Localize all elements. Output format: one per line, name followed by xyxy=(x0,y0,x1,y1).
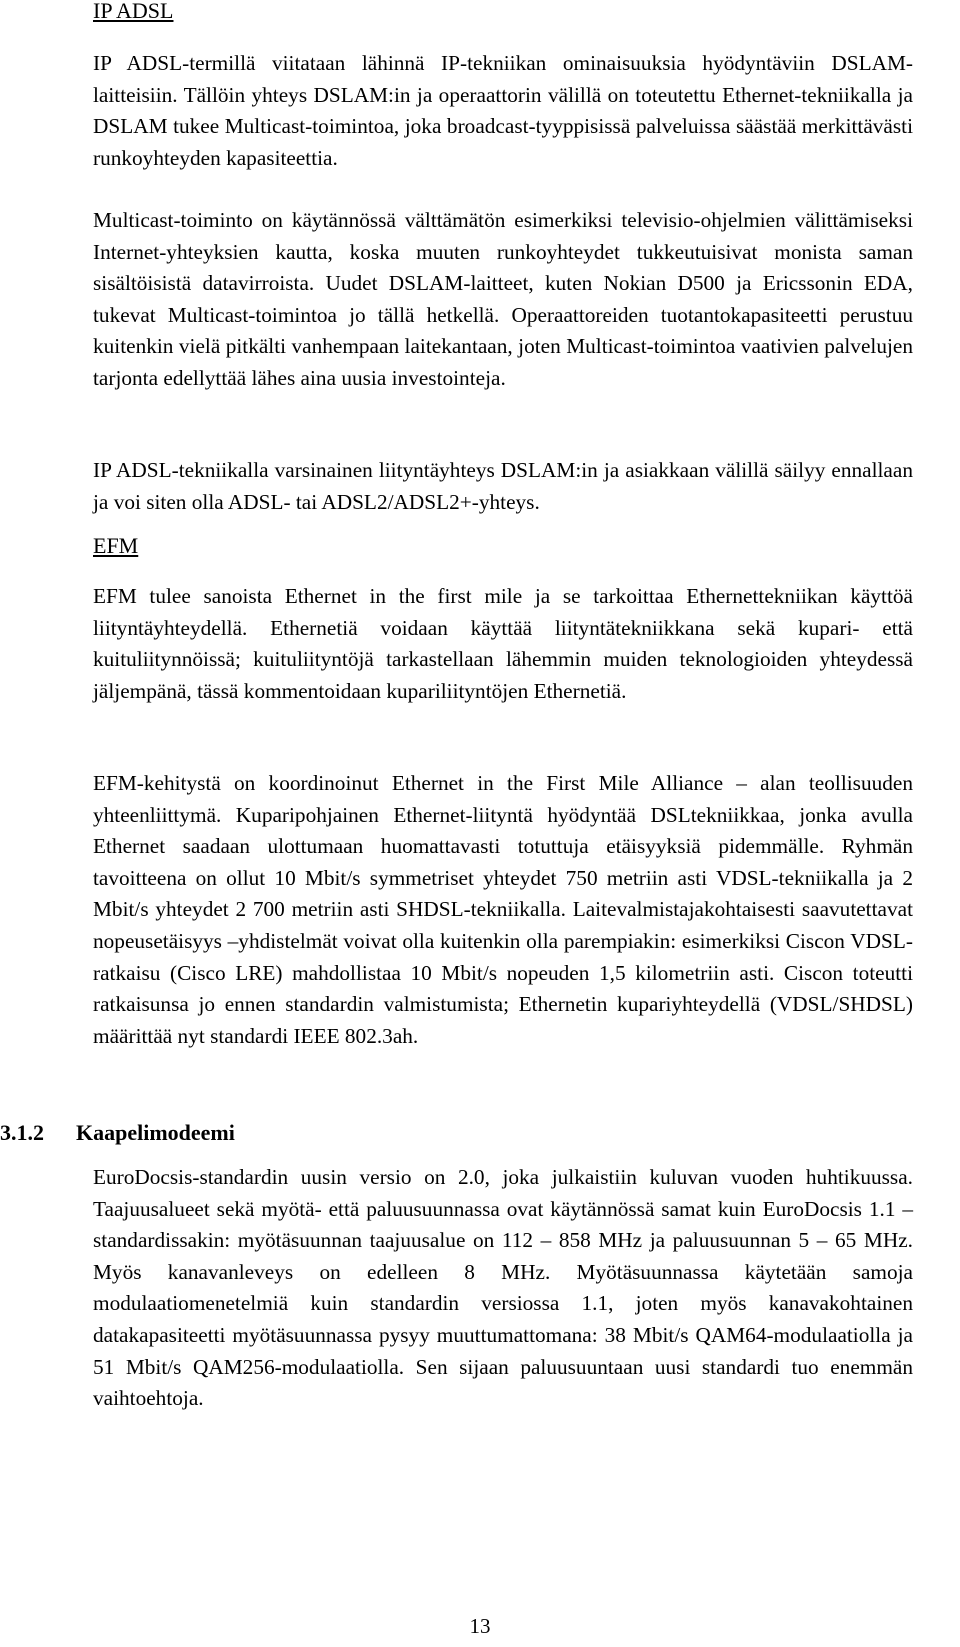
section-heading-efm: EFM xyxy=(93,533,139,558)
paragraph-efm-2: EFM-kehitystä on koordinoinut Ethernet in the First Mile Alliance – alan teollisuuden yhteenliittymä. Kuparipohjainen Ethernet-liityntä hyödyntää DSLtekniikkaa, jonka avulla Ethernet saadaan ulottumaan huomattavasti totuttuja etäisyyksiä pidemmälle. Ryhmän tavoitteena on ollut 10 Mbit/s symmetriset yhteydet 750 metriin asti VDSL-tekniikalla ja 2 Mbit/s yhteydet 2 700 metriin asti SHDSL-tekniikalla. Laitevalmistajakohtaisesti saavutettavat nopeusetäisyys –yhdistelmät voivat olla kuitenkin olla parempiakin: esimerkiksi Ciscon VDSL-ratkaisu (Cisco LRE) mahdollistaa 10 Mbit/s nopeuden 1,5 kilometriin asti. Ciscon toteutti ratkaisunsa jo ennen standardin valmistumista; Ethernetin kupariyhteydellä (VDSL/SHDSL) määrittää nyt standardi IEEE 802.3ah. xyxy=(93,771,913,1048)
paragraph-ip-adsl-1: IP ADSL-termillä viitataan lähinnä IP-tekniikan ominaisuuksia hyödyntäviin DSLAM-laitteisiin. Tällöin yhteys DSLAM:in ja operaattorin välillä on toteutettu Ethernet-tekniikalla ja DSLAM tukee Multicast-toimintoa, joka broadcast-tyyppisissä palveluissa säästää merkittävästi runkoyhteyden kapasiteettia. xyxy=(93,51,913,170)
paragraph-kaapelimodeemi-1: EuroDocsis-standardin uusin versio on 2.0, joka julkaistiin kuluvan vuoden huhtikuussa. Taajuusalueet sekä myötä- että paluusuunnassa ovat käytännössä samat kuin EuroDocsis 1.1 –standardissakin: myötäsuunnan taajuusalue on 112 – 858 MHz ja paluusuunnan 5 – 65 MHz. Myös kanavanleveys on edelleen 8 MHz. Myötäsuunnassa käytetään samoja modulaatiomenetelmiä kuin standardin versiossa 1.1, joten myös kanavakohtainen datakapasiteetti myötäsuunnassa pysyy muuttumattomana: 38 Mbit/s QAM64-modulaatiolla ja 51 Mbit/s QAM256-modulaatiolla. Sen sijaan paluusuuntaan uusi standardi tuo enemmän vaihtoehtoja. xyxy=(93,1165,913,1411)
paragraph-ip-adsl-2: Multicast-toiminto on käytännössä välttämätön esimerkiksi televisio-ohjelmien välittämiseksi Internet-yhteyksien kautta, koska muuten runkoyhteydet tukkeutuisivat monista saman sisältöisistä datavirroista. Uudet DSLAM-laitteet, kuten Nokian D500 ja Ericssonin EDA, tukevat Multicast-toimintoa jo tällä hetkellä. Operaattoreiden tuotantokapasiteetti perustuu kuitenkin vielä pitkälti vanhempaan laitekantaan, joten Multicast-toimintoa vaativien palvelujen tarjonta edellyttää lähes aina uusia investointeja. xyxy=(93,208,913,390)
section-heading-kaapelimodeemi xyxy=(0,1120,235,1146)
page-number: 13 xyxy=(469,1614,491,1638)
paragraph-ip-adsl-3: IP ADSL-tekniikalla varsinainen liityntäyhteys DSLAM:in ja asiakkaan välillä säilyy ennallaan ja voi siten olla ADSL- tai ADSL2/ADSL2+-yhteys. xyxy=(93,458,913,514)
section-heading-ip-adsl: IP ADSL xyxy=(93,0,174,23)
paragraph-efm-1: EFM tulee sanoista Ethernet in the first mile ja se tarkoittaa Ethernettekniikan käyttöä liityntäyhteydellä. Ethernetiä voidaan käyttää liityntätekniikkana sekä kupari- että kuituliitynnöissä; kuituliityntöjä tarkastellaan lähemmin muiden teknologioiden yhteydessä jäljempänä, tässä kommentoidaan kupariliityntöjen Ethernetiä. xyxy=(93,584,913,703)
section-number: 3.1.2 xyxy=(0,1120,44,1145)
section-title: Kaapelimodeemi xyxy=(76,1120,235,1145)
